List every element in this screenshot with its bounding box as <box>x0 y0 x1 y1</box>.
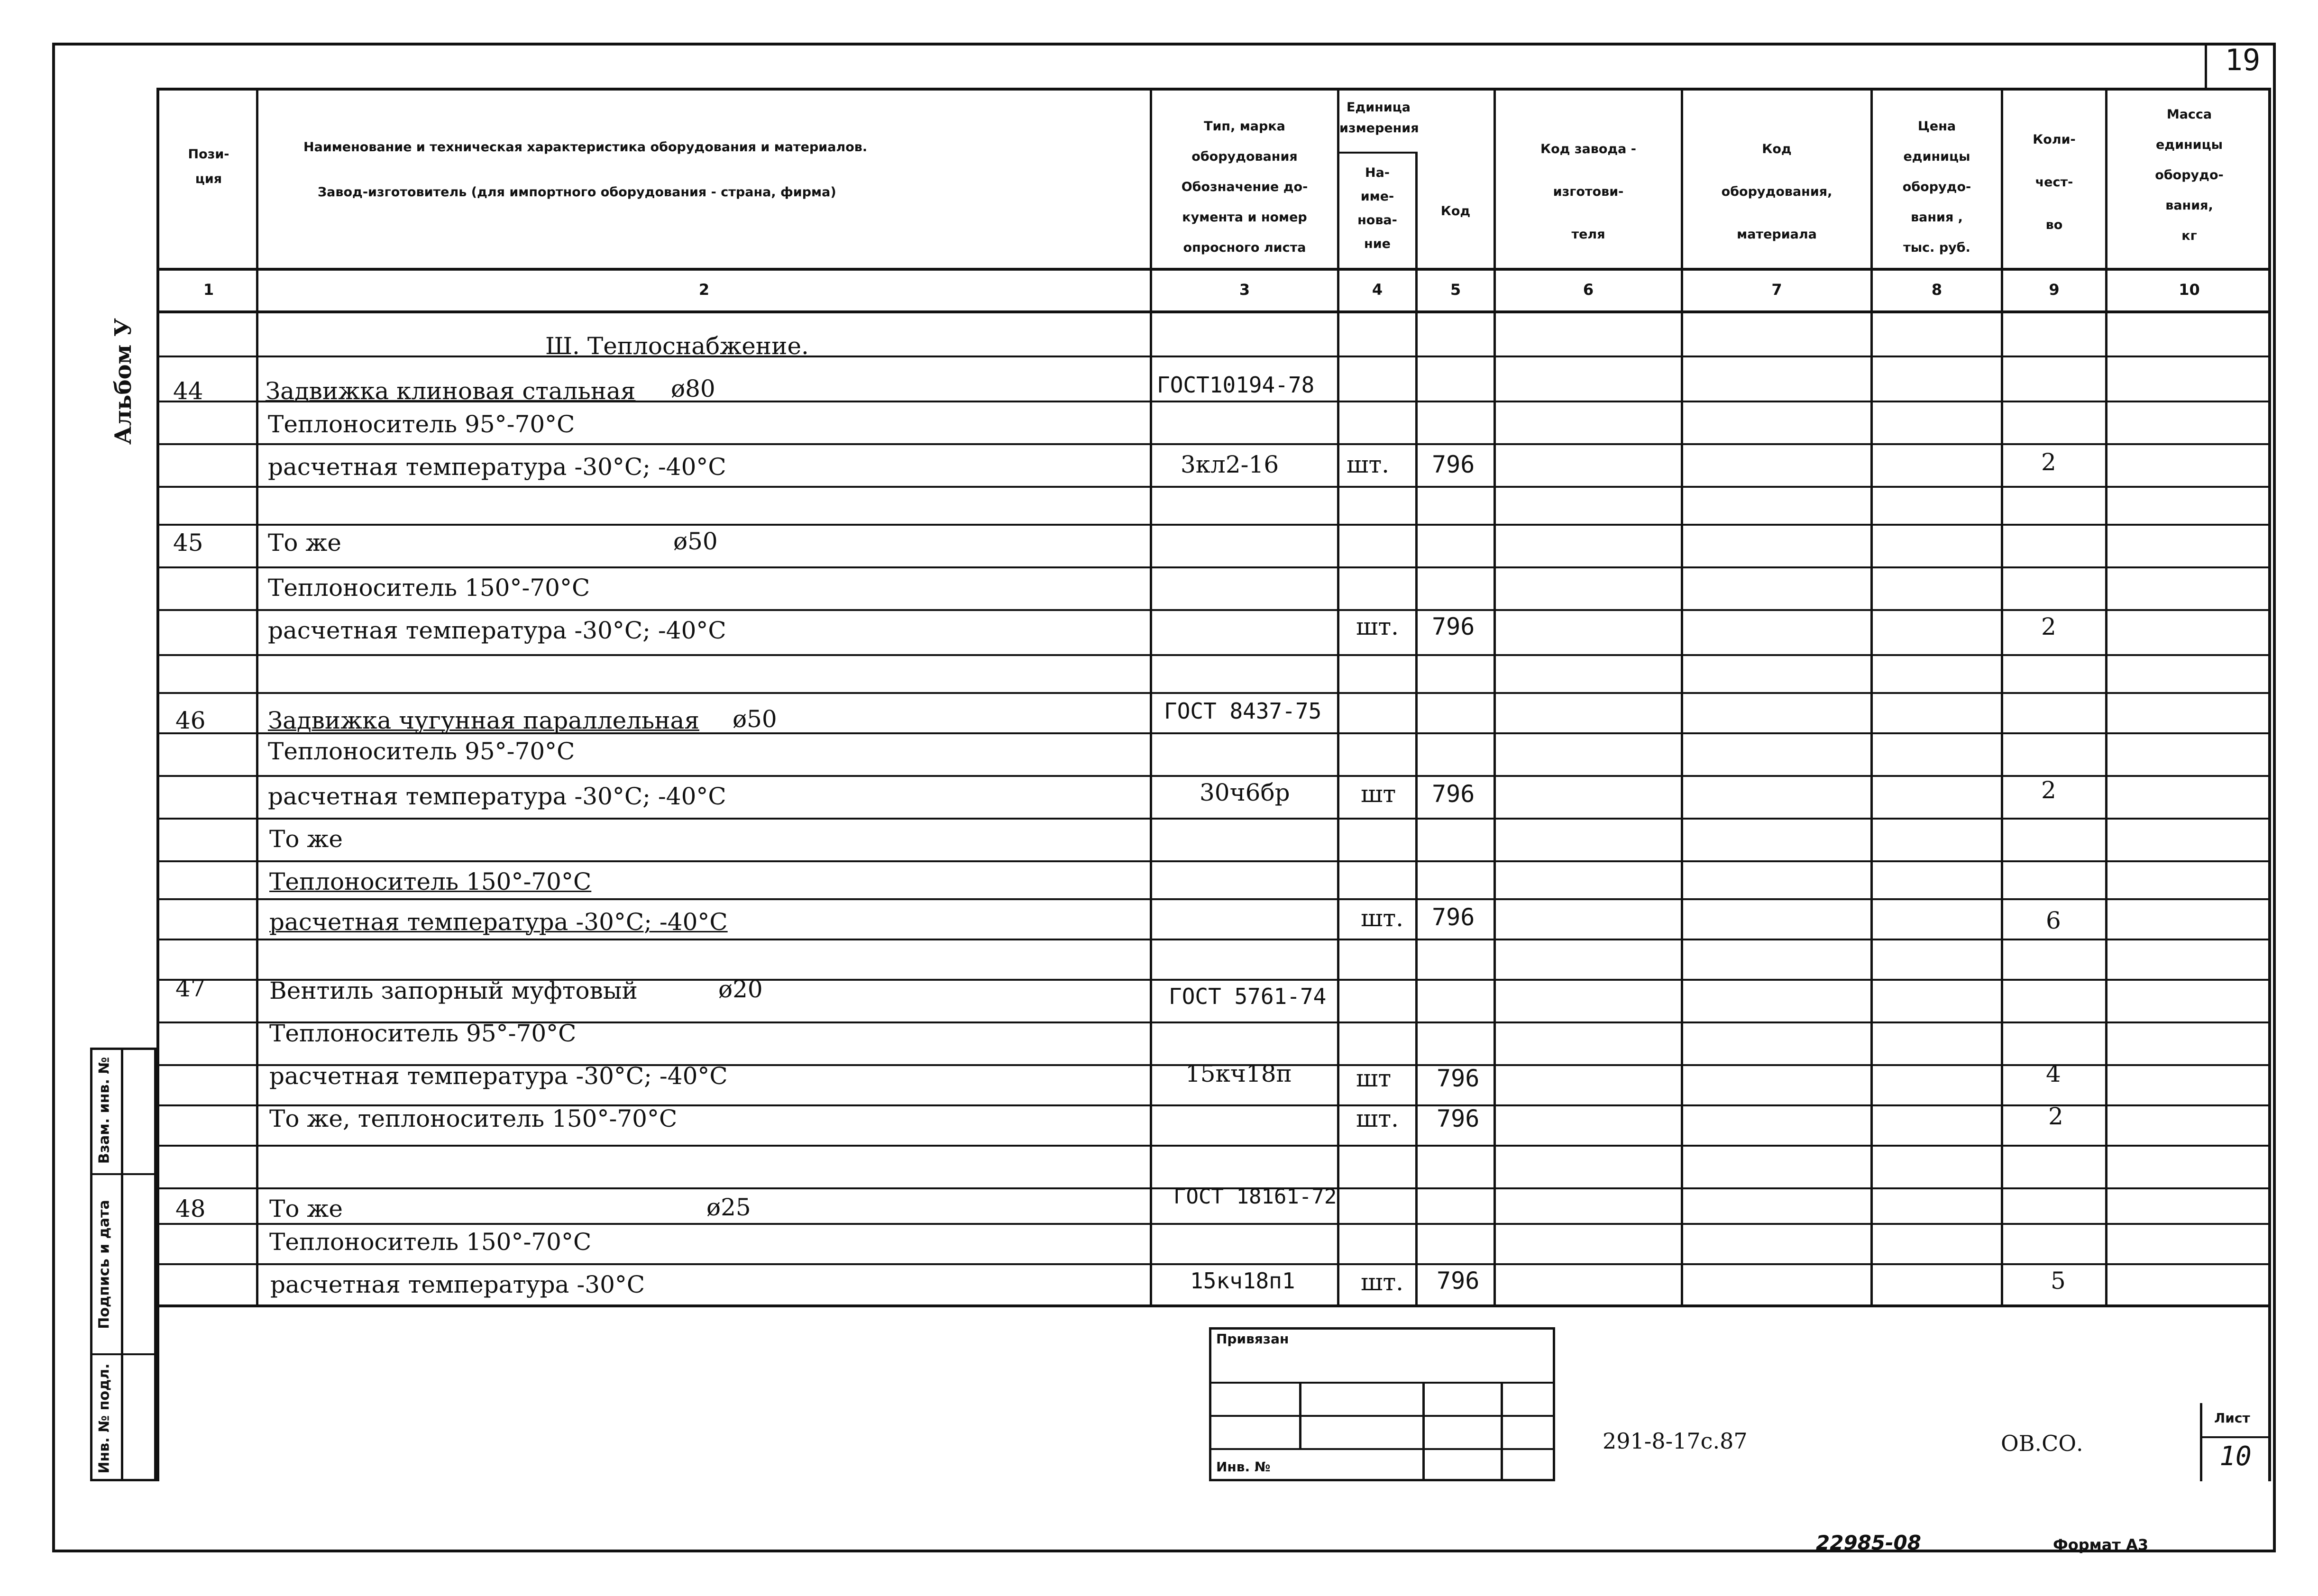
stamp-line <box>1209 1415 1555 1417</box>
row-line <box>156 1263 2271 1265</box>
header-bottom-line <box>156 268 2271 271</box>
item-doc: ГОСТ 5761-74 <box>1169 984 1327 1009</box>
item-name: То же <box>269 825 343 853</box>
item-code: 796 <box>1432 613 1475 640</box>
item-dn: ø25 <box>706 1194 751 1221</box>
album-label: Альбом У <box>110 318 137 445</box>
position-44: 44 <box>173 377 203 405</box>
item-qty: 4 <box>2046 1060 2061 1087</box>
header-equipment-code: Код оборудования, материала <box>1721 142 1832 242</box>
item-unit: шт. <box>1361 904 1404 932</box>
document-code: 291-8-17с.87 <box>1603 1428 1748 1454</box>
header-name-line1: Наименование и техническая характеристика оборудования и материалов. <box>303 140 868 155</box>
header-position: Пози- ция <box>188 147 229 186</box>
item-code: 796 <box>1432 903 1475 931</box>
inv-number-label: Инв. № <box>1216 1459 1271 1475</box>
col-line-5 <box>1415 152 1418 1306</box>
header-name-line2: Завод-изготовитель (для импортного оборудования - страна, фирма) <box>318 185 836 200</box>
row-line <box>156 356 2271 357</box>
stamp-col <box>1501 1382 1503 1481</box>
item-unit: шт <box>1356 1065 1392 1092</box>
item-doc: 15кч18п1 <box>1190 1268 1295 1294</box>
item-name: расчетная температура -30°C; -40°C <box>269 908 728 936</box>
item-doc: ГОСТ10194-78 <box>1157 372 1315 398</box>
stamp-col <box>1299 1382 1301 1448</box>
item-name: расчетная температура -30°C; -40°C <box>268 453 726 481</box>
item-name: расчетная температура -30°C; -40°C <box>269 1062 728 1090</box>
header-plant-code: Код завода - изготови- теля <box>1540 142 1636 242</box>
item-name: Вентиль запорный муфтовый <box>269 977 638 1004</box>
sheet-value: 10 <box>2219 1441 2252 1472</box>
item-name: То же <box>268 529 341 556</box>
row-line <box>156 860 2271 862</box>
colnum-10: 10 <box>2179 281 2200 299</box>
item-name: Теплоноситель 150°-70°C <box>268 574 590 602</box>
row-line <box>156 443 2271 445</box>
item-dn: ø50 <box>733 705 777 733</box>
colnum-5: 5 <box>1450 281 1461 299</box>
item-dn: ø20 <box>718 976 763 1003</box>
row-line <box>156 692 2271 694</box>
stamp-line <box>1209 1382 1555 1384</box>
row-line <box>156 898 2271 900</box>
format-label: Формат А3 <box>2053 1536 2149 1554</box>
colnum-8: 8 <box>1931 281 1942 299</box>
item-doc: 3кл2-16 <box>1181 451 1279 478</box>
item-unit: шт. <box>1361 1268 1404 1296</box>
item-name: Теплоноситель 95°-70°C <box>269 1020 577 1047</box>
item-code: 796 <box>1437 1105 1480 1132</box>
item-qty: 2 <box>2041 448 2056 476</box>
document-mark: ОВ.СО. <box>2001 1431 2083 1456</box>
item-dn: ø80 <box>671 375 715 402</box>
item-code: 796 <box>1437 1065 1480 1092</box>
row-line <box>156 566 2271 568</box>
row-line <box>156 654 2271 656</box>
colnum-3: 3 <box>1239 281 1250 299</box>
sheet-box-line <box>2200 1436 2271 1438</box>
side-stamp-divider <box>121 1048 123 1481</box>
item-name: Задвижка чугунная параллельная <box>268 707 699 734</box>
item-unit: шт <box>1361 780 1396 808</box>
item-name: Теплоноситель 150°-70°C <box>269 868 592 895</box>
header-mass: Масса единицы оборудо- вания, кг <box>2155 107 2224 243</box>
top-sheet-number: 19 <box>2225 43 2261 77</box>
item-name: расчетная температура -30°C <box>270 1271 645 1298</box>
stamp-signature-date: Подпись и дата <box>96 1200 113 1329</box>
item-code: 796 <box>1437 1267 1480 1295</box>
item-unit: шт. <box>1347 451 1390 478</box>
item-doc: ГОСТ 18161-72 <box>1173 1185 1337 1209</box>
colnum-4: 4 <box>1372 281 1383 299</box>
row-line <box>156 1145 2271 1147</box>
item-unit: шт. <box>1356 613 1399 640</box>
colnum-9: 9 <box>2049 281 2060 299</box>
item-qty: 2 <box>2041 776 2056 804</box>
header-unit-name: На- име- нова- ние <box>1357 165 1397 251</box>
unit-header-split <box>1337 152 1418 154</box>
item-name: То же, теплоноситель 150°-70°C <box>269 1105 678 1132</box>
colnum-6: 6 <box>1583 281 1594 299</box>
colnum-7: 7 <box>1771 281 1782 299</box>
position-48: 48 <box>175 1195 206 1222</box>
header-quantity: Коли- чест- во <box>2033 132 2076 232</box>
item-name: Теплоноситель 95°-70°C <box>268 738 575 765</box>
row-line <box>156 775 2271 777</box>
stamp-line <box>1209 1448 1555 1450</box>
item-doc: 30ч6бр <box>1200 779 1290 806</box>
row-line <box>156 818 2271 820</box>
colnum-bottom-line <box>156 310 2271 313</box>
item-dn: ø50 <box>673 528 718 555</box>
item-qty: 2 <box>2048 1103 2063 1130</box>
table-bottom-line <box>156 1304 2271 1307</box>
item-name: расчетная температура -30°C; -40°C <box>268 617 726 644</box>
colnum-1: 1 <box>203 281 214 299</box>
item-code: 796 <box>1432 780 1475 808</box>
row-line <box>156 1223 2271 1225</box>
item-unit: шт. <box>1356 1105 1399 1132</box>
header-unit: Единица измерения <box>1339 100 1419 136</box>
position-47: 47 <box>175 975 206 1002</box>
item-name: расчетная температура -30°C; -40°C <box>268 783 726 810</box>
colnum-2: 2 <box>698 281 710 299</box>
attached-label: Привязан <box>1216 1331 1289 1347</box>
item-name: Теплоноситель 150°-70°C <box>269 1228 592 1256</box>
section-title: Ш. Теплоснабжение. <box>545 332 809 360</box>
item-name: Задвижка клиновая стальная <box>266 377 636 405</box>
attached-stamp <box>1209 1327 1555 1481</box>
row-line <box>156 609 2271 611</box>
row-line <box>156 524 2271 526</box>
item-name: Теплоноситель 95°-70°C <box>268 410 575 438</box>
item-doc: ГОСТ 8437-75 <box>1164 698 1322 724</box>
header-unit-code: Код <box>1440 204 1471 219</box>
side-stamp-line <box>90 1173 156 1175</box>
item-doc: 15кч18п <box>1185 1060 1292 1087</box>
stamp-inv-original: Инв. № подл. <box>96 1363 113 1474</box>
header-price: Цена единицы оборудо- вания , тыс. руб. <box>1902 119 1971 255</box>
footer-number: 22985-08 <box>1816 1531 1921 1554</box>
item-qty: 5 <box>2051 1267 2066 1295</box>
sheet-label: Лист <box>2214 1410 2250 1426</box>
stamp-replaced-inv: Взам. инв. № <box>96 1057 113 1164</box>
item-name: То же <box>269 1195 343 1222</box>
row-line <box>156 939 2271 940</box>
position-45: 45 <box>173 529 203 556</box>
stamp-col <box>1422 1382 1425 1481</box>
item-code: 796 <box>1432 451 1475 478</box>
item-qty: 6 <box>2046 907 2061 934</box>
header-type: Тип, марка оборудования Обозначение до- кумента и номер опросного листа <box>1181 119 1308 255</box>
row-line <box>156 486 2271 488</box>
item-qty: 2 <box>2041 613 2056 640</box>
position-46: 46 <box>175 707 206 734</box>
